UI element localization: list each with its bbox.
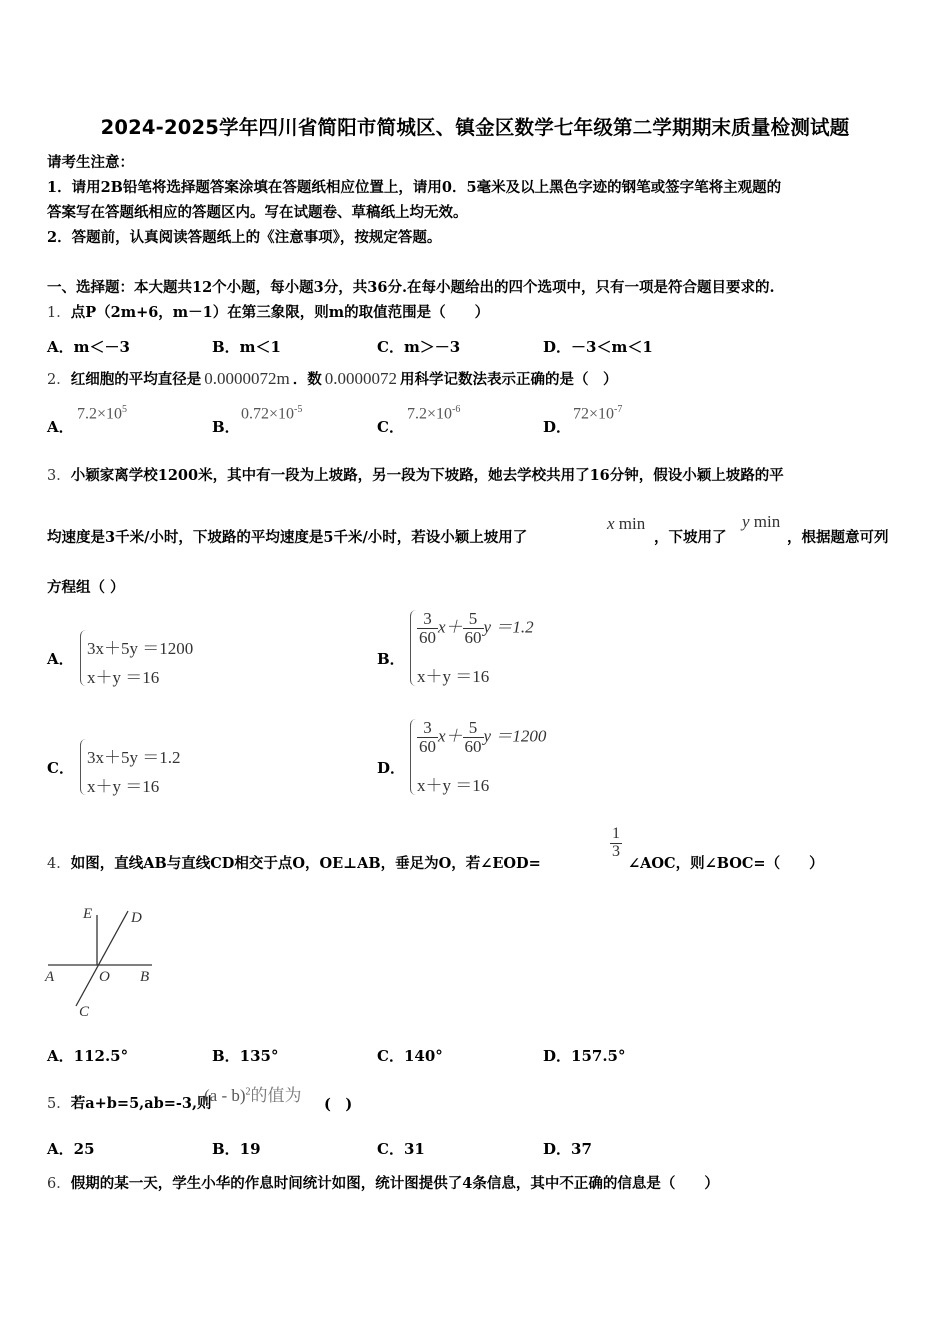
section-heading: 一、选择题：本大题共12个小题，每小题3分，共36分.在每小题给出的四个选项中，只有一项是符合题目要求的. <box>47 279 775 296</box>
page-title: 2024-2025学年四川省简阳市简城区、镇金区数学七年级第二学期期末质量检测试题 <box>100 116 850 139</box>
question-3-line-2: 均速度是3千米/小时，下坡路的平均速度是5千米/小时，若设小颖上坡用了 <box>47 529 528 546</box>
line-cd <box>76 911 128 1006</box>
q3-c-eq2: x＋y ＝16 <box>87 777 160 796</box>
math-value: 0.0000072 <box>324 369 397 388</box>
question-2: 2．红细胞的平均直径是 0.0000072m ．数 0.0000072 用科学记数法表示正确的是（ ） <box>47 369 618 388</box>
math-value: 0.0000072m <box>204 369 290 388</box>
label-b: B <box>140 969 150 985</box>
q4-option-b[interactable]: B．135° <box>212 1047 279 1065</box>
q3-d-eq2: x＋y ＝16 <box>417 776 490 795</box>
q5-expression: (a - b)$^2$的值为 <box>204 1086 302 1105</box>
notice-item-1-line-1: 1．请用2B铅笔将选择题答案涂填在答题纸相应位置上，请用0．5毫米及以上黑色字迹的钢笔或签字笔将主观题的 <box>47 179 782 196</box>
question-stem: 点P（2m+6，m－1）在第三象限，则m的取值范围是（ ） <box>70 304 490 321</box>
question-3-line-3: 方程组（ ） <box>47 579 125 596</box>
q3-option-c[interactable]: C． <box>47 759 74 777</box>
q4-option-a[interactable]: A．112.5° <box>47 1047 129 1065</box>
q5-paren: ( ) <box>324 1096 353 1113</box>
label-d: D <box>131 910 142 926</box>
brace <box>80 739 87 795</box>
brace <box>410 719 417 795</box>
q5-option-c[interactable]: C．31 <box>377 1140 425 1158</box>
q4-option-c[interactable]: C．140° <box>377 1047 443 1065</box>
q3-option-b[interactable]: B． <box>377 650 405 668</box>
q3-option-a[interactable]: A． <box>47 650 74 668</box>
label-o: O <box>99 969 110 985</box>
q3-b-eq1: $\frac{3}{60}$ x＋ $\frac{5}{60}$ y ＝1.2 <box>419 609 534 647</box>
q1-option-b[interactable]: B．m＜1 <box>212 338 281 356</box>
q3-b-eq2: x＋y ＝16 <box>417 667 490 686</box>
question-5: 5．若a+b=5,ab=-3,则 <box>47 1095 212 1112</box>
intersecting-lines-figure <box>40 900 170 1022</box>
q2-option-d[interactable]: D． <box>543 418 572 436</box>
question-3-line-2c: ，根据题意可列 <box>787 529 889 546</box>
label-e: E <box>83 906 93 922</box>
q2-option-b[interactable]: B． <box>212 418 240 436</box>
q5-option-a[interactable]: A．25 <box>47 1140 95 1158</box>
q1-option-c[interactable]: C．m＞－3 <box>377 338 461 356</box>
question-3-line-1: 3．小颖家离学校1200米，其中有一段为上坡路，另一段为下坡路，她去学校共用了16分钟，假设小颖上坡路的平 <box>47 467 784 484</box>
notice-item-1-line-2: 答案写在答题纸相应的答题区内。写在试题卷、草稿纸上均无效。 <box>47 204 468 221</box>
q5-option-b[interactable]: B．19 <box>212 1140 261 1158</box>
question-4-tail: ∠AOC，则∠BOC=（ ） <box>628 855 824 872</box>
q3-c-eq1: 3x＋5y ＝1.2 <box>87 748 181 767</box>
q3-a-eq1: 3x＋5y ＝1200 <box>87 639 194 658</box>
question-1 <box>47 301 489 322</box>
label-a: A <box>45 969 55 985</box>
q1-option-d[interactable]: D．－3＜m＜1 <box>543 338 653 356</box>
math-y-min: y min <box>742 512 781 531</box>
q3-d-eq1: $\frac{3}{60}$ x＋ $\frac{5}{60}$ y ＝1200 <box>419 718 547 756</box>
q3-a-eq2: x＋y ＝16 <box>87 668 160 687</box>
q2-option-b-value: $0.72\times 10^{-5}$ <box>241 404 303 423</box>
q2-option-c[interactable]: C． <box>377 418 404 436</box>
question-4: 4．如图，直线AB与直线CD相交于点O，OE⊥AB，垂足为O，若∠EOD= <box>47 855 541 872</box>
question-3-line-2b: ，下坡用了 <box>654 529 727 546</box>
q2-option-c-value: $7.2\times 10^{-6}$ <box>407 404 461 423</box>
q2-option-a-value: $7.2\times 10^5$ <box>77 404 128 423</box>
question-6: 6．假期的某一天，学生小华的作息时间统计如图，统计图提供了4条信息，其中不正确的信息是（ ） <box>47 1175 719 1192</box>
q4-option-d[interactable]: D．157.5° <box>543 1047 626 1065</box>
question-number: 1． <box>47 305 71 321</box>
q2-option-a[interactable]: A． <box>47 418 74 436</box>
q5-option-d[interactable]: D．37 <box>543 1140 592 1158</box>
notice-heading: 请考生注意： <box>47 154 134 171</box>
q1-option-a[interactable]: A．m＜－3 <box>47 338 130 356</box>
brace <box>410 610 417 686</box>
notice-item-2: 2．答题前，认真阅读答题纸上的《注意事项》，按规定答题。 <box>47 229 442 246</box>
q4-fraction: $\frac{1}{3}$ <box>612 825 620 860</box>
math-x-min: x min <box>607 514 646 533</box>
q2-option-d-value: $72\times 10^{-7}$ <box>573 404 623 423</box>
q3-option-d[interactable]: D． <box>377 759 406 777</box>
label-c: C <box>79 1004 90 1020</box>
brace <box>80 630 87 686</box>
